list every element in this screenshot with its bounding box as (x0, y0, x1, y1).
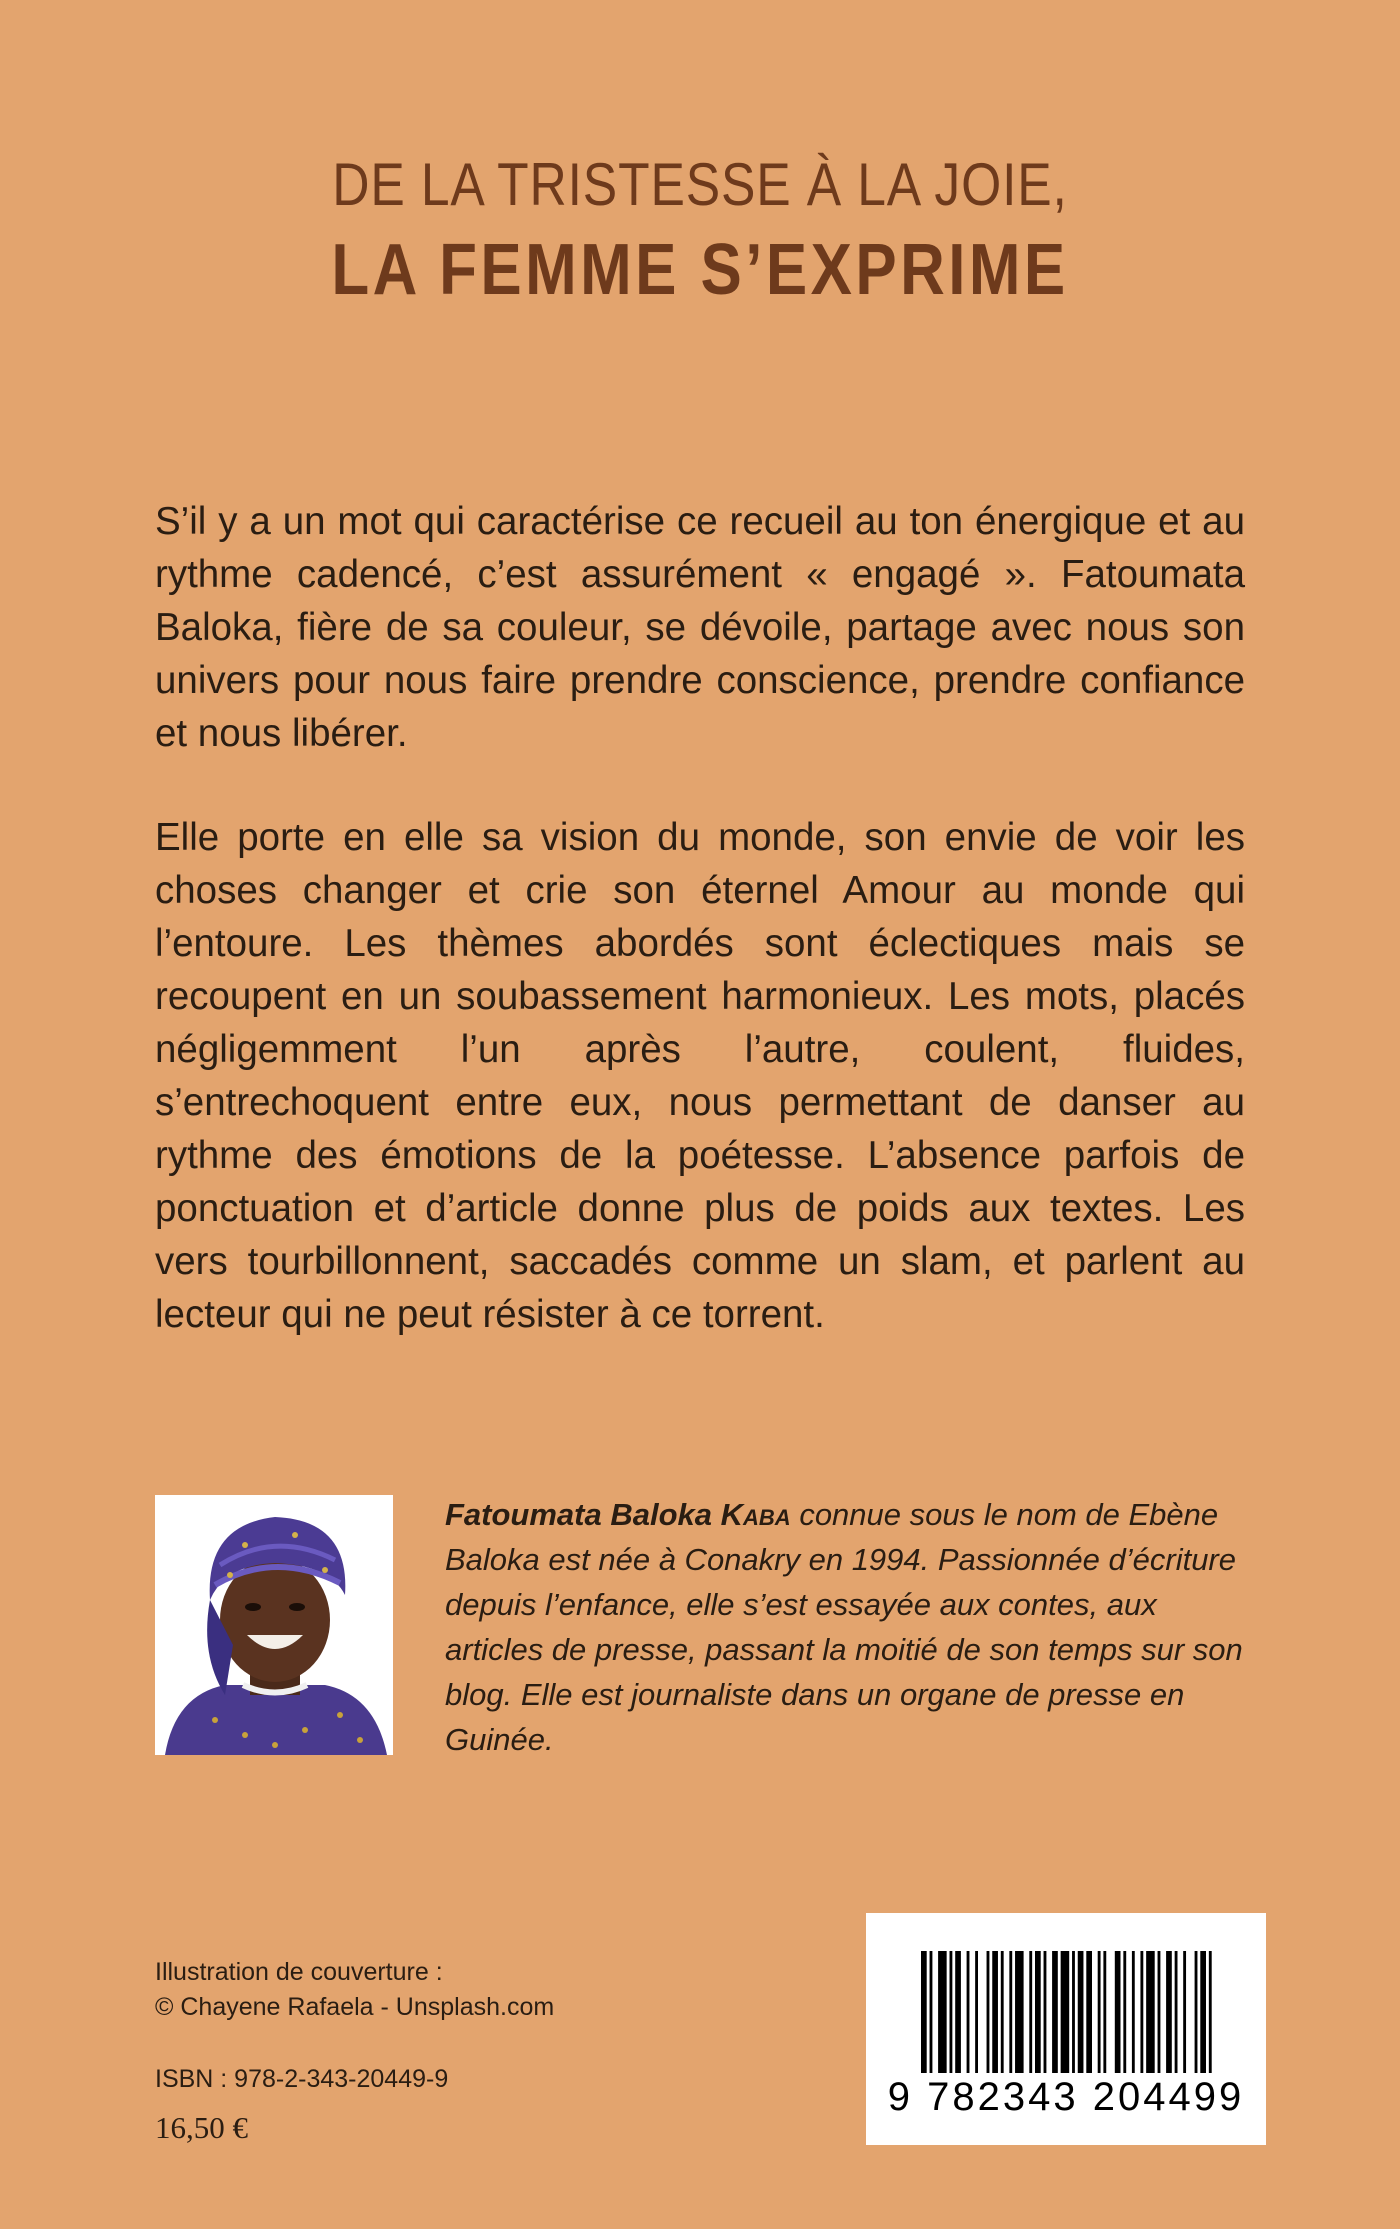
barcode-bar (975, 1951, 978, 2073)
summary-paragraph-2: Elle porte en elle sa vision du monde, son envie de voir les choses changer et crie son éternel Amour au monde qui l’entoure. Les thèmes abordés sont éclectiques mais se recoupent en un soubassement harmonieux. Les mots, placés négligemment l’un après l’autre, coulent, fluides, s’entrechoquent entre eux, nous permettant de danser au rythme des émotions de la poétesse. L’absence parfois de ponctuation et d’article donne plus de poids aux textes. Les vers tourbillonnent, saccadés comme un slam, et parlent au lecteur qui ne peut résister à ce torrent. (155, 816, 1245, 1336)
author-portrait-illustration (155, 1495, 393, 1755)
book-title (0, 150, 1400, 311)
title-line-1: DE LA TRISTESSE À LA JOIE, (332, 151, 1068, 218)
barcode-bar (1195, 1951, 1198, 2073)
barcode-bar (1115, 1951, 1121, 2073)
author-name: Fatoumata Baloka (445, 1497, 713, 1532)
barcode-bar (1035, 1951, 1041, 2073)
price: 16,50 € (155, 2110, 248, 2145)
barcode-bar (987, 1951, 990, 2073)
barcode-bar (955, 1951, 961, 2073)
barcode-bar (950, 1951, 953, 2073)
barcode-bar (1175, 1951, 1178, 2073)
summary-paragraph-1: S’il y a un mot qui caractérise ce recueil au ton énergique et au rythme cadencé, c’est assurément « engagé ». Fatoumata Baloka, fière de sa couleur, se dévoile, partage avec nous son univers pour nous faire prendre conscience, prendre confiance et nous libérer. (155, 500, 1245, 755)
credits-label: Illustration de couverture : (155, 1958, 443, 1986)
barcode-bar (1078, 1951, 1084, 2073)
title-line-2: LA FEMME S’EXPRIME (331, 230, 1069, 310)
barcode-bar (1183, 1951, 1186, 2073)
barcode-bar (930, 1951, 933, 2073)
barcode-bar (1015, 1951, 1024, 2073)
author-bio (445, 1492, 1245, 1762)
barcode-bar (1029, 1951, 1032, 2073)
barcode (866, 1913, 1266, 2145)
barcode-bar (921, 1951, 927, 2073)
credits-source: © Chayene Rafaela - Unsplash.com (155, 1993, 555, 2021)
barcode-bar (1158, 1951, 1161, 2073)
barcode-bar (967, 1951, 970, 2073)
barcode-bar (1132, 1951, 1135, 2073)
isbn: ISBN : 978-2-343-20449-9 (155, 2065, 449, 2093)
barcode-bar (1140, 1951, 1143, 2073)
barcode-bar (1098, 1951, 1101, 2073)
barcode-bar (992, 1951, 998, 2073)
barcode-bar (1061, 1951, 1070, 2073)
barcode-bar (1103, 1951, 1106, 2073)
barcode-bar (1052, 1951, 1058, 2073)
author-photo (155, 1495, 393, 1755)
barcode-bar (1001, 1951, 1004, 2073)
barcode-bar (1200, 1951, 1206, 2073)
barcode-bar (1086, 1951, 1092, 2073)
barcode-bar (1123, 1951, 1126, 2073)
barcode-bar (1044, 1951, 1047, 2073)
barcode-bar (1072, 1951, 1075, 2073)
author-surname: Kaba (720, 1497, 791, 1532)
barcode-bar (938, 1951, 947, 2073)
back-cover-summary (155, 495, 1245, 1392)
barcode-bar (1146, 1951, 1155, 2073)
cover-credits (155, 1955, 715, 2025)
author-bio-text: connue sous le nom de Ebène Baloka est née à Conakry en 1994. Passionnée d’écriture depuis l’enfance, elle s’est essayée aux contes, aux articles de presse, passant la moitié de son temps sur son blog. Elle est journaliste dans un organe de presse en Guinée. (445, 1497, 1243, 1757)
barcode-bar (1009, 1951, 1012, 2073)
barcode-bar (1166, 1951, 1172, 2073)
barcode-digits: 9 782343 204499 (887, 2075, 1245, 2119)
barcode-bar (1209, 1951, 1212, 2073)
